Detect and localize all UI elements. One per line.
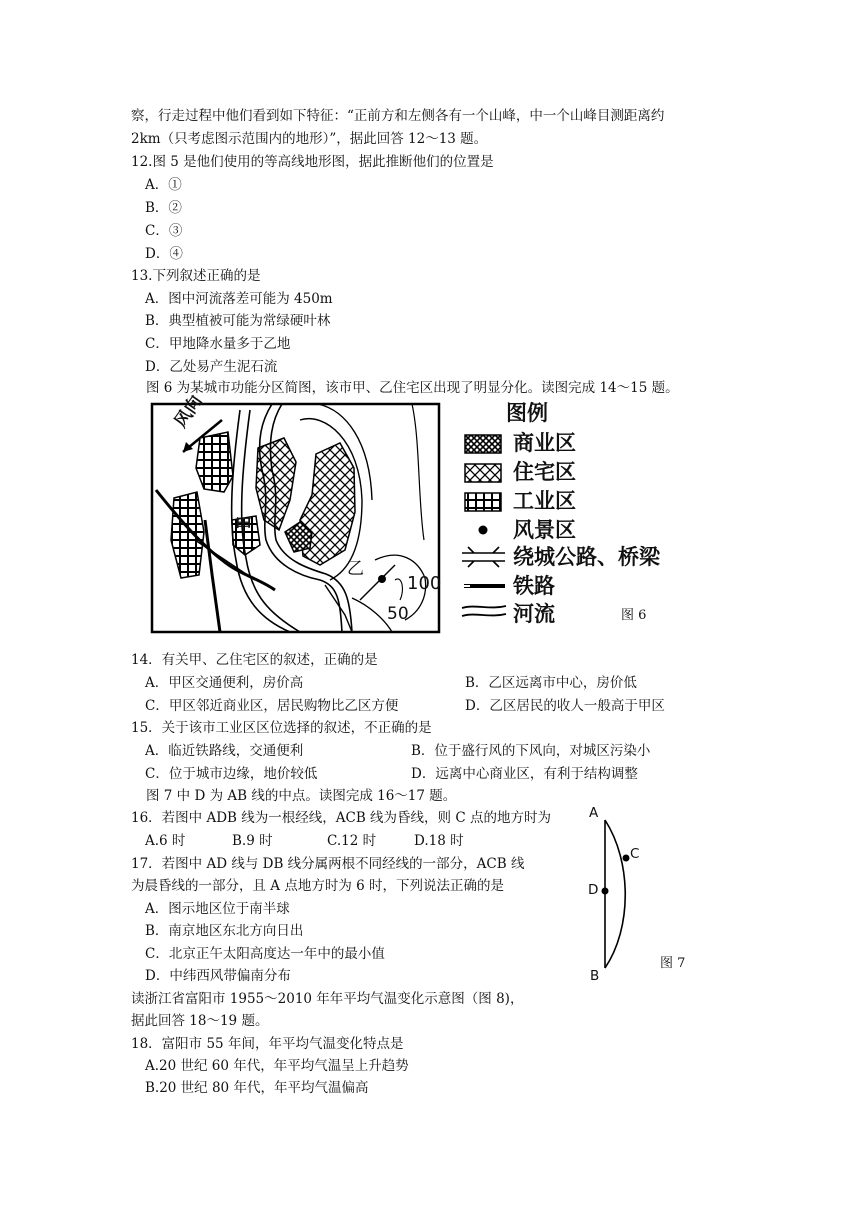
fig7-intro: 图 7 中 D 为 AB 线的中点。读图完成 16～17 题。	[146, 788, 457, 804]
q17-option-c: C．北京正午太阳高度达一年中的最小值	[145, 946, 385, 962]
q17-option-b: B．南京地区东北方向日出	[145, 923, 304, 939]
q18-option-a: A.20 世纪 60 年代，年平均气温呈上升趋势	[145, 1058, 409, 1074]
fig8-intro-line-1: 读浙江省富阳市 1955～2010 年年平均气温变化示意图（图 8)，	[131, 991, 524, 1007]
fig7-caption: 图 7	[660, 956, 686, 971]
q16-stem: 16．若图中 ADB 线为一根经线，ACB 线为昏线，则 C 点的地方时为	[131, 810, 551, 826]
fig6-contour-100: 100	[407, 573, 442, 594]
q16-option-a: A.6 时	[145, 833, 186, 849]
q12-option-c: C．③	[145, 223, 183, 239]
fig6-intro: 图 6 为某城市功能分区简图，该市甲、乙住宅区出现了明显分化。读图完成 14～15 题。	[146, 380, 679, 396]
q13-stem: 13.下列叙述正确的是	[131, 268, 261, 284]
q15-option-a: A．临近铁路线，交通便利	[145, 743, 304, 759]
fig6-wind-label: 风向	[171, 392, 207, 432]
q13-option-d: D．乙处易产生泥石流	[145, 359, 278, 375]
fig7-label-a: A	[589, 805, 599, 821]
q17-option-a: A．图示地区位于南半球	[145, 901, 290, 917]
fig6-legend-scenic: 风景区	[513, 518, 576, 542]
fig6-label-yi: 乙	[347, 559, 364, 579]
q14-option-d: D．乙区居民的收人一般高于甲区	[465, 698, 665, 714]
fig6-legend-river: 河流	[513, 602, 555, 626]
q14-stem: 14．有关甲、乙住宅区的叙述，正确的是	[131, 652, 378, 668]
q15-option-d: D．远离中心商业区，有利于结构调整	[411, 766, 638, 782]
q18-stem: 18．富阳市 55 年间，年平均气温变化特点是	[131, 1036, 404, 1052]
fig6-legend-title: 图例	[506, 401, 548, 425]
intro-line-2: 2km（只考虑图示范围内的地形）”，据此回答 12～13 题。	[131, 131, 488, 147]
q15-stem: 15．关于该市工业区区位选择的叙述，不正确的是	[131, 720, 432, 736]
q17-option-d: D．中纬西风带偏南分布	[145, 968, 291, 984]
q15-option-c: C．位于城市边缘，地价较低	[145, 766, 318, 782]
q12-option-b: B．②	[145, 200, 182, 216]
q12-stem: 12.图 5 是他们使用的等高线地形图，据此推断他们的位置是	[131, 154, 494, 170]
q13-option-b: B．典型植被可能为常绿硬叶林	[145, 313, 331, 329]
fig6-legend-railway: 铁路	[513, 574, 555, 598]
fig6-caption: 图 6	[621, 608, 647, 623]
fig8-intro-line-2: 据此回答 18～19 题。	[131, 1013, 269, 1029]
q14-option-a: A．甲区交通便利，房价高	[145, 675, 304, 691]
fig7-label-c: C	[630, 846, 640, 862]
q12-option-a: A．①	[145, 177, 182, 193]
fig7-label-b: B	[590, 968, 600, 984]
fig7-label-d: D	[588, 882, 599, 898]
fig6-legend-commercial: 商业区	[513, 431, 576, 455]
q16-option-b: B.9 时	[232, 833, 273, 849]
q13-option-c: C．甲地降水量多于乙地	[145, 336, 291, 352]
q16-option-c: C.12 时	[327, 833, 377, 849]
q15-option-b: B．位于盛行风的下风向，对城区污染小	[411, 743, 651, 759]
fig6-contour-50: 50	[387, 604, 409, 624]
fig6-label-jia: 甲	[235, 516, 252, 536]
q14-option-b: B．乙区远离市中心，房价低	[465, 675, 637, 691]
q12-option-d: D．④	[145, 246, 183, 262]
q17-stem-2: 为晨昏线的一部分，且 A 点地方时为 6 时，下列说法正确的是	[131, 878, 505, 894]
q18-option-b: B.20 世纪 80 年代，年平均气温偏高	[145, 1080, 369, 1096]
fig6-legend-ring-road: 绕城公路、桥梁	[513, 545, 660, 569]
q16-option-d: D.18 时	[414, 833, 464, 849]
fig6-legend-industrial: 工业区	[513, 489, 576, 513]
q13-option-a: A．图中河流落差可能为 450m	[145, 291, 333, 307]
q17-stem-1: 17．若图中 AD 线与 DB 线分属两根不同经线的一部分，ACB 线	[131, 856, 525, 872]
q14-option-c: C．甲区邻近商业区，居民购物比乙区方便	[145, 698, 399, 714]
fig6-legend-residential: 住宅区	[513, 460, 576, 484]
intro-line-1: 察，行走过程中他们看到如下特征：“正前方和左侧各有一个山峰，中一个山峰目测距离约	[131, 108, 665, 124]
